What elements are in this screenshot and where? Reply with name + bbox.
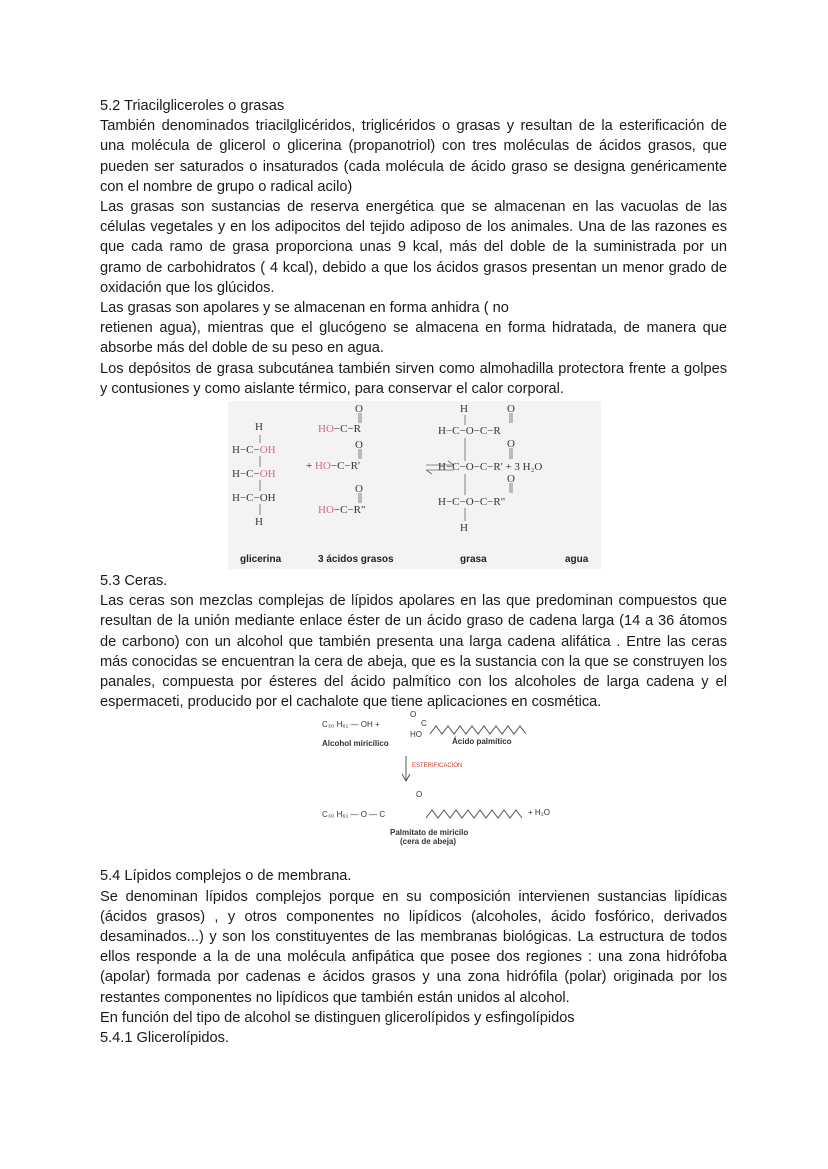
fat-o-3: O [507,473,515,486]
section-5-4-heading: 5.4 Lípidos complejos o de membrana. [100,868,352,885]
fat-row-2: H−C−O−C−R' + 3 H₂O [438,461,543,474]
ester-formula: C₃₀ H₆₁ — O — C [322,810,386,820]
glycerol-h-top: H [255,421,263,434]
ester-oxygen: O [416,790,423,800]
esterification-label: ESTERIFICACIÓN [412,763,463,770]
glycerol-h-bottom: H [255,516,263,529]
acid-3-oxygen: O [355,483,363,496]
acid-2: + HO−C−R' [306,460,360,473]
product-sublabel: (cera de abeja) [400,837,457,847]
alcohol-label: Alcohol miricílico [322,739,389,749]
acid-label: Ácido palmítico [452,737,512,747]
section-5-2-paragraph-1: También denominados triacilglicéridos, triglicéridos o grasas y resultan de la esterificación de una molécula de glicerol o glicerina (propanotriol) con tres moléculas de ácidos grasos, que pueden ser saturados o insaturados (cada molécula de ácido graso se designa genéricamente con el nombre de grupo o radical acilo) [100,118,727,195]
section-5-4-paragraph-2: En función del tipo de alcohol se distinguen glicerolípidos y esfingolípidos [100,1009,575,1026]
section-5-2-paragraph-4: Los depósitos de grasa subcutánea también sirven como almohadilla protectora frente a golpes y contusiones y como aislante térmico, para conservar el calor corporal. [100,360,727,397]
glycerol-row-1: H−C−OH [232,444,276,457]
acid-1-oxygen: O [355,403,363,416]
fat-h-top: H [460,403,468,416]
glycerol-row-2: H−C−OH [232,468,276,481]
triglyceride-bonds [228,401,601,569]
section-5-4-paragraph-1: Se denominan lípidos complejos porque en su composición intervienen sustancias lipídicas (ácidos grasos) , y otros componentes no lipídicos (alcoholes, ácido fosfórico, derivados desaminados...) y son los constituyentes de las membranas biológicas. La estructura de todos ellos responde a la de una molécula anfipática que posee dos regiones : una zona hidrófoba (apolar) formada por cadenas e ácidos grasos y una zona hidrófila (polar) originada por los restantes componentes no lipídicos que también están unidos al alcohol. [100,888,727,1006]
acid-3: HO−C−R" [318,504,366,517]
fat-row-1: H−C−O−C−R [438,425,501,438]
glycerol-row-3: H−C−OH [232,492,276,505]
label-water: agua [565,554,589,566]
wax-water: + H₂O [528,808,550,818]
section-5-4-1-heading: 5.4.1 Glicerolípidos. [100,1030,229,1047]
fat-row-3: H−C−O−C−R" [438,496,506,509]
acid-ho: HO [410,730,422,740]
section-5-3-paragraph-1: Las ceras son mezclas complejas de lípidos apolares en las que predominan compuestos que resultan de la unión mediante enlace éster de un ácido graso de cadena larga (14 a 36 átomos de carbono) con un alcohol que también presenta una larga cadena alifática . Entre las ceras más conocidas se encuentran la cera de abeja, que es la sustancia con la que se construyen los panales, compuesta por ésteres del ácido palmítico con los alcoholes de larga cadena y el espermaceti, producido por el cachalote que tiene aplicaciones en cosmética. [100,593,727,711]
section-5-2-paragraph-3b: retienen agua), mientras que el glucógeno se almacena en forma hidratada, de manera que absorbe más del doble de su peso en agua. [100,320,727,357]
acid-1: HO−C−R [318,423,361,436]
section-5-2-heading: 5.2 Triacilgliceroles o grasas [100,98,285,114]
label-fatty-acids: 3 ácidos grasos [318,554,394,566]
section-5-2-paragraph-3a: Las grasas son apolares y se almacenan en forma anhidra ( no [100,300,509,317]
label-glycerin: glicerina [240,554,282,566]
section-5-3-heading: 5.3 Ceras. [100,573,168,590]
acid-2-oxygen: O [355,439,363,452]
acid-oxygen: O [410,710,417,720]
alcohol-formula: C₃₀ H₆₁ — OH + [322,720,380,730]
acid-carbon: C [421,719,427,729]
fat-o-2: O [507,438,515,451]
product-label: Palmitato de miricilo [390,828,469,838]
triglyceride-formation-figure [228,401,601,569]
label-fat: grasa [460,554,487,566]
wax-formation-figure [318,710,568,864]
fat-h-bottom: H [460,522,468,535]
fat-o-1: O [507,403,515,416]
section-5-2-paragraph-2: Las grasas son sustancias de reserva energética que se almacenan en las vacuolas de las células vegetales y en los adipocitos del tejido adiposo de los animales. Una de las razones es que cada ramo de grasa proporciona unas 9 kcal, más del doble de la suministrada por un gramo de carbohidratos ( 4 kcal), debido a que los ácidos grasos presentan un menor grado de oxidación que los glúcidos. [100,199,727,296]
document-page [100,96,727,1048]
